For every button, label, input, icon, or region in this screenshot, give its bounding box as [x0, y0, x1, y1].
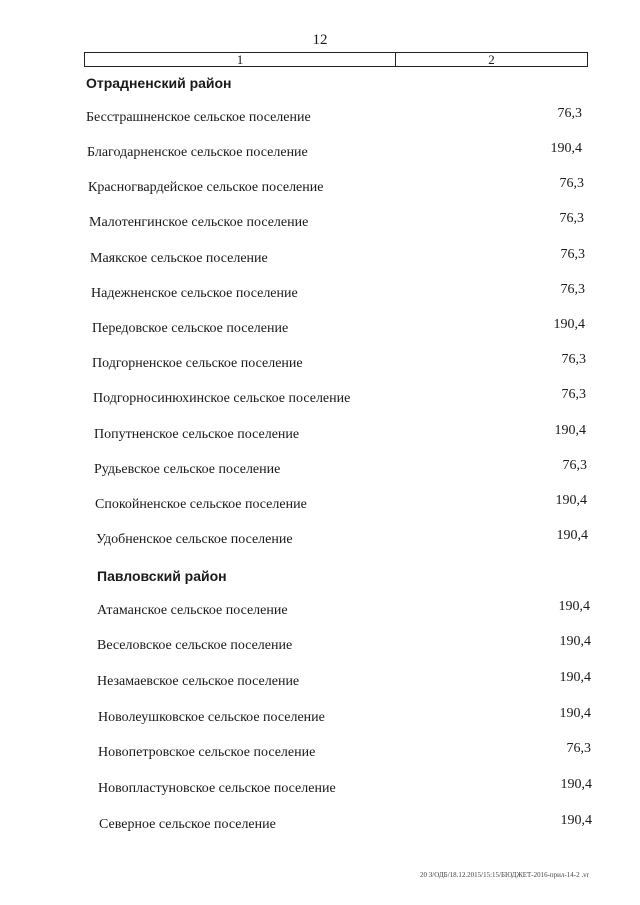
- settlement-name: Бесстрашненское сельское поселение: [86, 110, 311, 125]
- settlement-value: 76,3: [560, 282, 585, 297]
- settlement-value: 76,3: [566, 741, 591, 756]
- settlement-value: 76,3: [560, 247, 585, 262]
- settlement-name: Малотенгинское сельское поселение: [89, 215, 309, 230]
- settlement-value: 76,3: [562, 458, 587, 473]
- settlement-value: 190,4: [550, 141, 582, 156]
- settlement-name: Северное сельское поселение: [99, 817, 276, 832]
- settlement-value: 76,3: [557, 106, 582, 121]
- page-number: 12: [312, 32, 328, 48]
- column-header-1: 1: [85, 53, 396, 66]
- settlement-name: Красногвардейское сельское поселение: [88, 180, 324, 195]
- settlement-value: 190,4: [556, 528, 588, 543]
- settlement-value: 76,3: [559, 176, 584, 191]
- settlement-value: 190,4: [555, 493, 587, 508]
- settlement-name: Передовское сельское поселение: [92, 321, 289, 336]
- district-title: Павловский район: [97, 568, 227, 584]
- settlement-name: Надежненское сельское поселение: [91, 286, 298, 301]
- settlement-value: 76,3: [559, 211, 584, 226]
- settlement-name: Новопетровское сельское поселение: [98, 745, 316, 760]
- settlement-value: 76,3: [561, 387, 586, 402]
- settlement-value: 190,4: [554, 423, 586, 438]
- settlement-name: Рудьевское сельское поселение: [94, 462, 281, 477]
- settlement-name: Веселовское сельское поселение: [97, 638, 293, 653]
- settlement-name: Новолеушковское сельское поселение: [98, 710, 325, 725]
- settlement-value: 190,4: [560, 777, 592, 792]
- district-title: Отрадненский район: [86, 75, 232, 91]
- settlement-name: Новопластуновское сельское поселение: [98, 781, 336, 796]
- settlement-name: Удобненское сельское поселение: [96, 532, 293, 547]
- column-header-2: 2: [488, 52, 495, 67]
- settlement-value: 190,4: [559, 634, 591, 649]
- settlement-value: 190,4: [558, 599, 590, 614]
- settlement-name: Маякское сельское поселение: [90, 251, 268, 266]
- settlement-value: 190,4: [560, 813, 592, 828]
- settlement-value: 190,4: [559, 670, 591, 685]
- settlement-value: 190,4: [553, 317, 585, 332]
- settlement-value: 190,4: [559, 706, 591, 721]
- column-header-table: [84, 52, 588, 67]
- settlement-name: Благодарненское сельское поселение: [87, 145, 308, 160]
- footer-file-stamp: 20 З/ОДБ/18.12.2015/15:15/БЮДЖЕТ-2016-прил-14-2 .vr: [420, 871, 589, 879]
- settlement-value: 76,3: [561, 352, 586, 367]
- settlement-name: Подгорненское сельское поселение: [92, 356, 303, 371]
- settlement-name: Подгорносинюхинское сельское поселение: [93, 391, 351, 406]
- settlement-name: Попутненское сельское поселение: [94, 427, 300, 442]
- settlement-name: Незамаевское сельское поселение: [97, 674, 300, 689]
- settlement-name: Атаманское сельское поселение: [97, 603, 288, 618]
- settlement-name: Спокойненское сельское поселение: [95, 497, 307, 512]
